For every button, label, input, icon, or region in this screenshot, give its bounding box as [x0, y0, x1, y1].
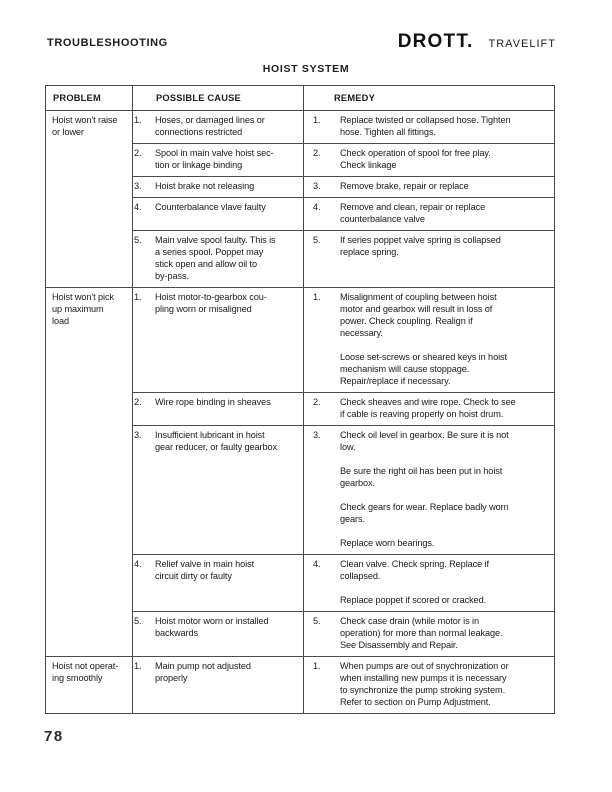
cause-item	[133, 147, 303, 171]
remedy-item	[304, 234, 554, 258]
item-number: 2.	[313, 397, 321, 407]
cause-item	[133, 558, 303, 582]
remedy-cell	[304, 555, 555, 612]
remedy-text: Replace twisted or collapsed hose. Tighten hose. Tighten all fittings.	[340, 115, 511, 137]
table-row	[46, 111, 555, 144]
cause-cell	[133, 288, 304, 393]
item-number: 1.	[313, 115, 321, 125]
section-title: TROUBLESHOOTING	[47, 37, 168, 49]
cause-cell	[133, 393, 304, 426]
remedy-cell	[304, 144, 555, 177]
page-number: 78	[44, 728, 64, 745]
item-number: 1.	[313, 292, 321, 302]
cause-text: Main valve spool faulty. This is a series spool. Poppet may stick open and allow oil to by-pass.	[155, 235, 276, 281]
cause-cell	[133, 177, 304, 198]
troubleshooting-table	[45, 85, 555, 714]
table-body	[46, 111, 555, 714]
cause-text: Counterbalance vlave faulty	[155, 202, 266, 212]
remedy-text: Check sheaves and wire rope. Check to see if cable is reaving properly on hoist drum.	[340, 397, 516, 419]
model-name: TRAVELIFT	[488, 38, 556, 50]
table-row	[46, 288, 555, 393]
brand-logo: DROTT.	[397, 31, 474, 52]
remedy-text: Clean valve. Check spring. Replace if collapsed. Replace poppet if scored or cracked.	[340, 559, 489, 605]
item-number: 5.	[313, 616, 321, 626]
remedy-text: If series poppet valve spring is collapsed replace spring.	[340, 235, 501, 257]
cause-item	[133, 180, 303, 192]
item-number: 3.	[134, 181, 142, 191]
remedy-text: Misalignment of coupling between hoist motor and gearbox will result in loss of power. Check coupling. Realign if necessary. Loose set-screws or sheared keys in hoist mechanism will cause stoppage. Repair/replace if necessary.	[340, 292, 507, 386]
remedy-item	[304, 201, 554, 225]
remedy-cell	[304, 111, 555, 144]
item-number: 2.	[313, 148, 321, 158]
remedy-cell	[304, 231, 555, 288]
item-number: 4.	[313, 202, 321, 212]
remedy-text: Remove brake, repair or replace	[340, 181, 469, 191]
remedy-text: When pumps are out of snychronization or when installing new pumps it is necessary to synchronize the pump stroking system. Refer to section on Pump Adjustment.	[340, 661, 509, 707]
cause-item	[133, 396, 303, 408]
item-number: 4.	[313, 559, 321, 569]
cause-text: Hoist motor-to-gearbox cou- pling worn or misaligned	[155, 292, 267, 314]
item-number: 5.	[134, 616, 142, 626]
cause-item	[133, 114, 303, 138]
remedy-text: Check oil level in gearbox. Be sure it is not low. Be sure the right oil has been put in hoist gearbox. Check gears for wear. Replace badly worn gears. Replace worn bearings.	[340, 430, 509, 548]
cause-cell	[133, 111, 304, 144]
problem-cell: Hoist won't raise or lower	[46, 111, 133, 288]
brand-row	[398, 31, 556, 53]
remedy-text: Check operation of spool for free play. Check linkage	[340, 148, 491, 170]
problem-cell: Hoist won't pick up maximum load	[46, 288, 133, 657]
remedy-cell	[304, 426, 555, 555]
item-number: 3.	[134, 430, 142, 440]
column-header-problem: PROBLEM	[46, 86, 133, 111]
cause-text: Relief valve in main hoist circuit dirty or faulty	[155, 559, 255, 581]
item-number: 1.	[313, 661, 321, 671]
remedy-cell	[304, 288, 555, 393]
remedy-cell	[304, 657, 555, 714]
cause-item	[133, 615, 303, 639]
item-number: 4.	[134, 559, 142, 569]
remedy-item	[304, 660, 554, 708]
item-number: 2.	[134, 397, 142, 407]
cause-text: Hoist motor worn or installed backwards	[155, 616, 269, 638]
cause-cell	[133, 231, 304, 288]
item-number: 5.	[134, 235, 142, 245]
remedy-item	[304, 180, 554, 192]
column-header-cause: POSSIBLE CAUSE	[133, 86, 304, 111]
table-header-row	[46, 86, 555, 111]
remedy-cell	[304, 177, 555, 198]
cause-text: Main pump not adjusted properly	[155, 661, 251, 683]
remedy-text: Remove and clean, repair or replace counterbalance valve	[340, 202, 486, 224]
remedy-item	[304, 147, 554, 171]
cause-cell	[133, 657, 304, 714]
cause-text: Insufficient lubricant in hoist gear reducer, or faulty gearbox	[155, 430, 278, 452]
remedy-text: Check case drain (while motor is in operation) for more than normal leakage. See Disassembly and Repair.	[340, 616, 503, 650]
remedy-cell	[304, 198, 555, 231]
remedy-item	[304, 615, 554, 651]
cause-cell	[133, 426, 304, 555]
item-number: 1.	[134, 115, 142, 125]
cause-item	[133, 201, 303, 213]
remedy-cell	[304, 612, 555, 657]
cause-text: Hoses, or damaged lines or connections restricted	[155, 115, 265, 137]
doc-title: HOIST SYSTEM	[262, 63, 350, 75]
table-row	[46, 657, 555, 714]
cause-text: Hoist brake not releasing	[155, 181, 255, 191]
cause-cell	[133, 144, 304, 177]
item-number: 4.	[134, 202, 142, 212]
item-number: 3.	[313, 430, 321, 440]
problem-cell: Hoist not operat- ing smoothly	[46, 657, 133, 714]
cause-cell	[133, 198, 304, 231]
remedy-cell	[304, 393, 555, 426]
remedy-item	[304, 558, 554, 606]
cause-cell	[133, 555, 304, 612]
remedy-item	[304, 396, 554, 420]
item-number: 3.	[313, 181, 321, 191]
item-number: 5.	[313, 235, 321, 245]
cause-item	[133, 429, 303, 453]
item-number: 1.	[134, 292, 142, 302]
cause-text: Wire rope binding in sheaves	[155, 397, 271, 407]
remedy-item	[304, 114, 554, 138]
remedy-item	[304, 291, 554, 387]
cause-item	[133, 234, 303, 282]
item-number: 1.	[134, 661, 142, 671]
column-header-remedy: REMEDY	[304, 86, 555, 111]
cause-cell	[133, 612, 304, 657]
item-number: 2.	[134, 148, 142, 158]
remedy-item	[304, 429, 554, 549]
cause-item	[133, 660, 303, 684]
cause-text: Spool in main valve hoist sec- tion or linkage binding	[155, 148, 274, 170]
cause-item	[133, 291, 303, 315]
